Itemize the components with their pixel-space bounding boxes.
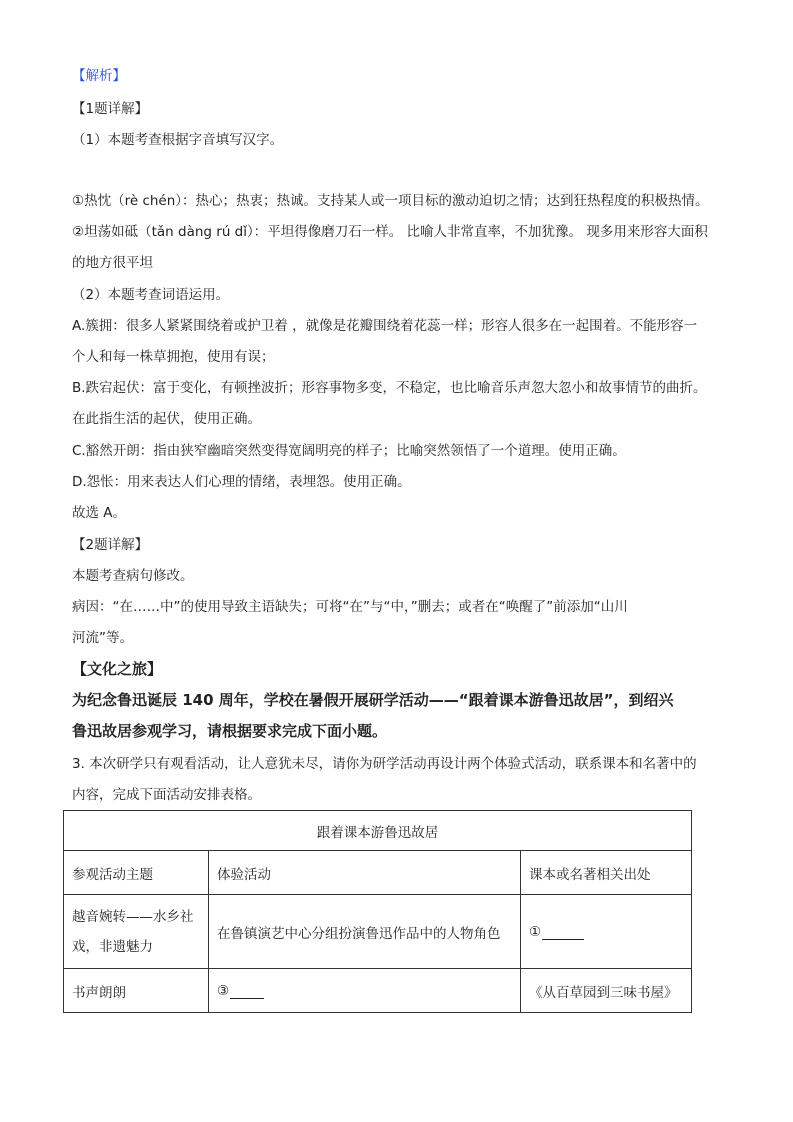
- culture-intro-line2: 鲁迅故居参观学习，请根据要求完成下面小题。: [72, 722, 388, 740]
- culture-intro-line1: 为纪念鲁迅诞辰 140 周年，学校在暑假开展研学活动——“跟着课本游鲁迅故居”，到绍兴: [72, 691, 674, 709]
- q1-option-a-line2: 个人和每一株草拥抱，使用有误；: [72, 349, 275, 365]
- q1-option-c: C.豁然开朗：指由狭窄幽暗突然变得宽阔明亮的样子；比喻突然领悟了一个道理。使用正确。: [72, 443, 626, 459]
- row1-activity: 在鲁镇演艺中心分组扮演鲁迅作品中的人物角色: [209, 895, 521, 969]
- q1-option-a-line1: A.簇拥：很多人紧紧围绕着或护卫着 ，就像是花瓣围绕着花蕊一样；形容人很多在一起围着。不能形容一: [72, 318, 698, 334]
- table-title: 跟着课本游鲁迅故居: [64, 811, 692, 851]
- q2-intro: 本题考查病句修改。: [72, 568, 194, 584]
- q1-item-2-line2: 的地方很平坦: [72, 255, 153, 271]
- row2-activity-blank[interactable]: [230, 984, 264, 999]
- q1-item-1: ①热忱（rè chén）：热心；热衷；热诚。支持某人或一项目标的激动迫切之情；达到狂热程度的积极热情。: [72, 193, 709, 209]
- q1-part1-intro: （1）本题考查根据字音填写汉字。: [72, 132, 284, 148]
- header-source: 课本或名著相关出处: [521, 851, 692, 895]
- q1-option-b-line1: B.跌宕起伏：富于变化，有顿挫波折；形容事物多变，不稳定，也比喻音乐声忽大忽小和故事情节的曲折。: [72, 380, 707, 396]
- row1-source-cell: [521, 895, 692, 969]
- row2-theme: 书声朗朗: [64, 969, 209, 1013]
- row2-source: 《从百草园到三味书屋》: [521, 969, 692, 1013]
- row2-activity-cell: [209, 969, 521, 1013]
- q2-cause-line2: 河流”等。: [72, 630, 133, 646]
- row2-activity-marker: ③: [217, 982, 230, 999]
- header-activity: 体验活动: [209, 851, 521, 895]
- q1-option-b-line2: 在此指生活的起伏，使用正确。: [72, 411, 261, 427]
- q1-detail-heading: 【1题详解】: [72, 101, 149, 117]
- q2-cause-line1: 病因：“在……中”的使用导致主语缺失；可将“在”与“中，”删去；或者在“唤醒了”前添加“山川: [72, 599, 628, 615]
- row1-theme: [64, 895, 209, 969]
- q1-option-d: D.怨怅：用来表达人们心理的情绪，表埋怨。使用正确。: [72, 474, 411, 490]
- q1-answer: 故选 A。: [72, 505, 127, 521]
- row1-source-blank[interactable]: [542, 925, 584, 940]
- q1-part2-intro: （2）本题考查词语运用。: [72, 287, 230, 303]
- q2-detail-heading: 【2题详解】: [72, 537, 149, 553]
- row1-theme-line1: 越音婉转——水乡社: [72, 908, 194, 925]
- q3-prompt-line1: 3. 本次研学只有观看活动，让人意犹未尽，请你为研学活动再设计两个体验式活动，联系课本和名著中的: [72, 756, 697, 772]
- activity-table: [63, 810, 692, 1013]
- header-theme: 参观活动主题: [64, 851, 209, 895]
- culture-section-heading: 【文化之旅】: [72, 660, 163, 678]
- analysis-label: 【解析】: [72, 68, 126, 84]
- q1-item-2-line1: ②坦荡如砥（tǎn dàng rú dǐ）：平坦得像磨刀石一样。 比喻人非常直率，不加犹豫。 现多用来形容大面积: [72, 224, 708, 240]
- q3-prompt-line2: 内容，完成下面活动安排表格。: [72, 787, 261, 803]
- row1-source-marker: ①: [529, 923, 542, 940]
- row1-theme-line2: 戏，非遗魅力: [72, 938, 153, 955]
